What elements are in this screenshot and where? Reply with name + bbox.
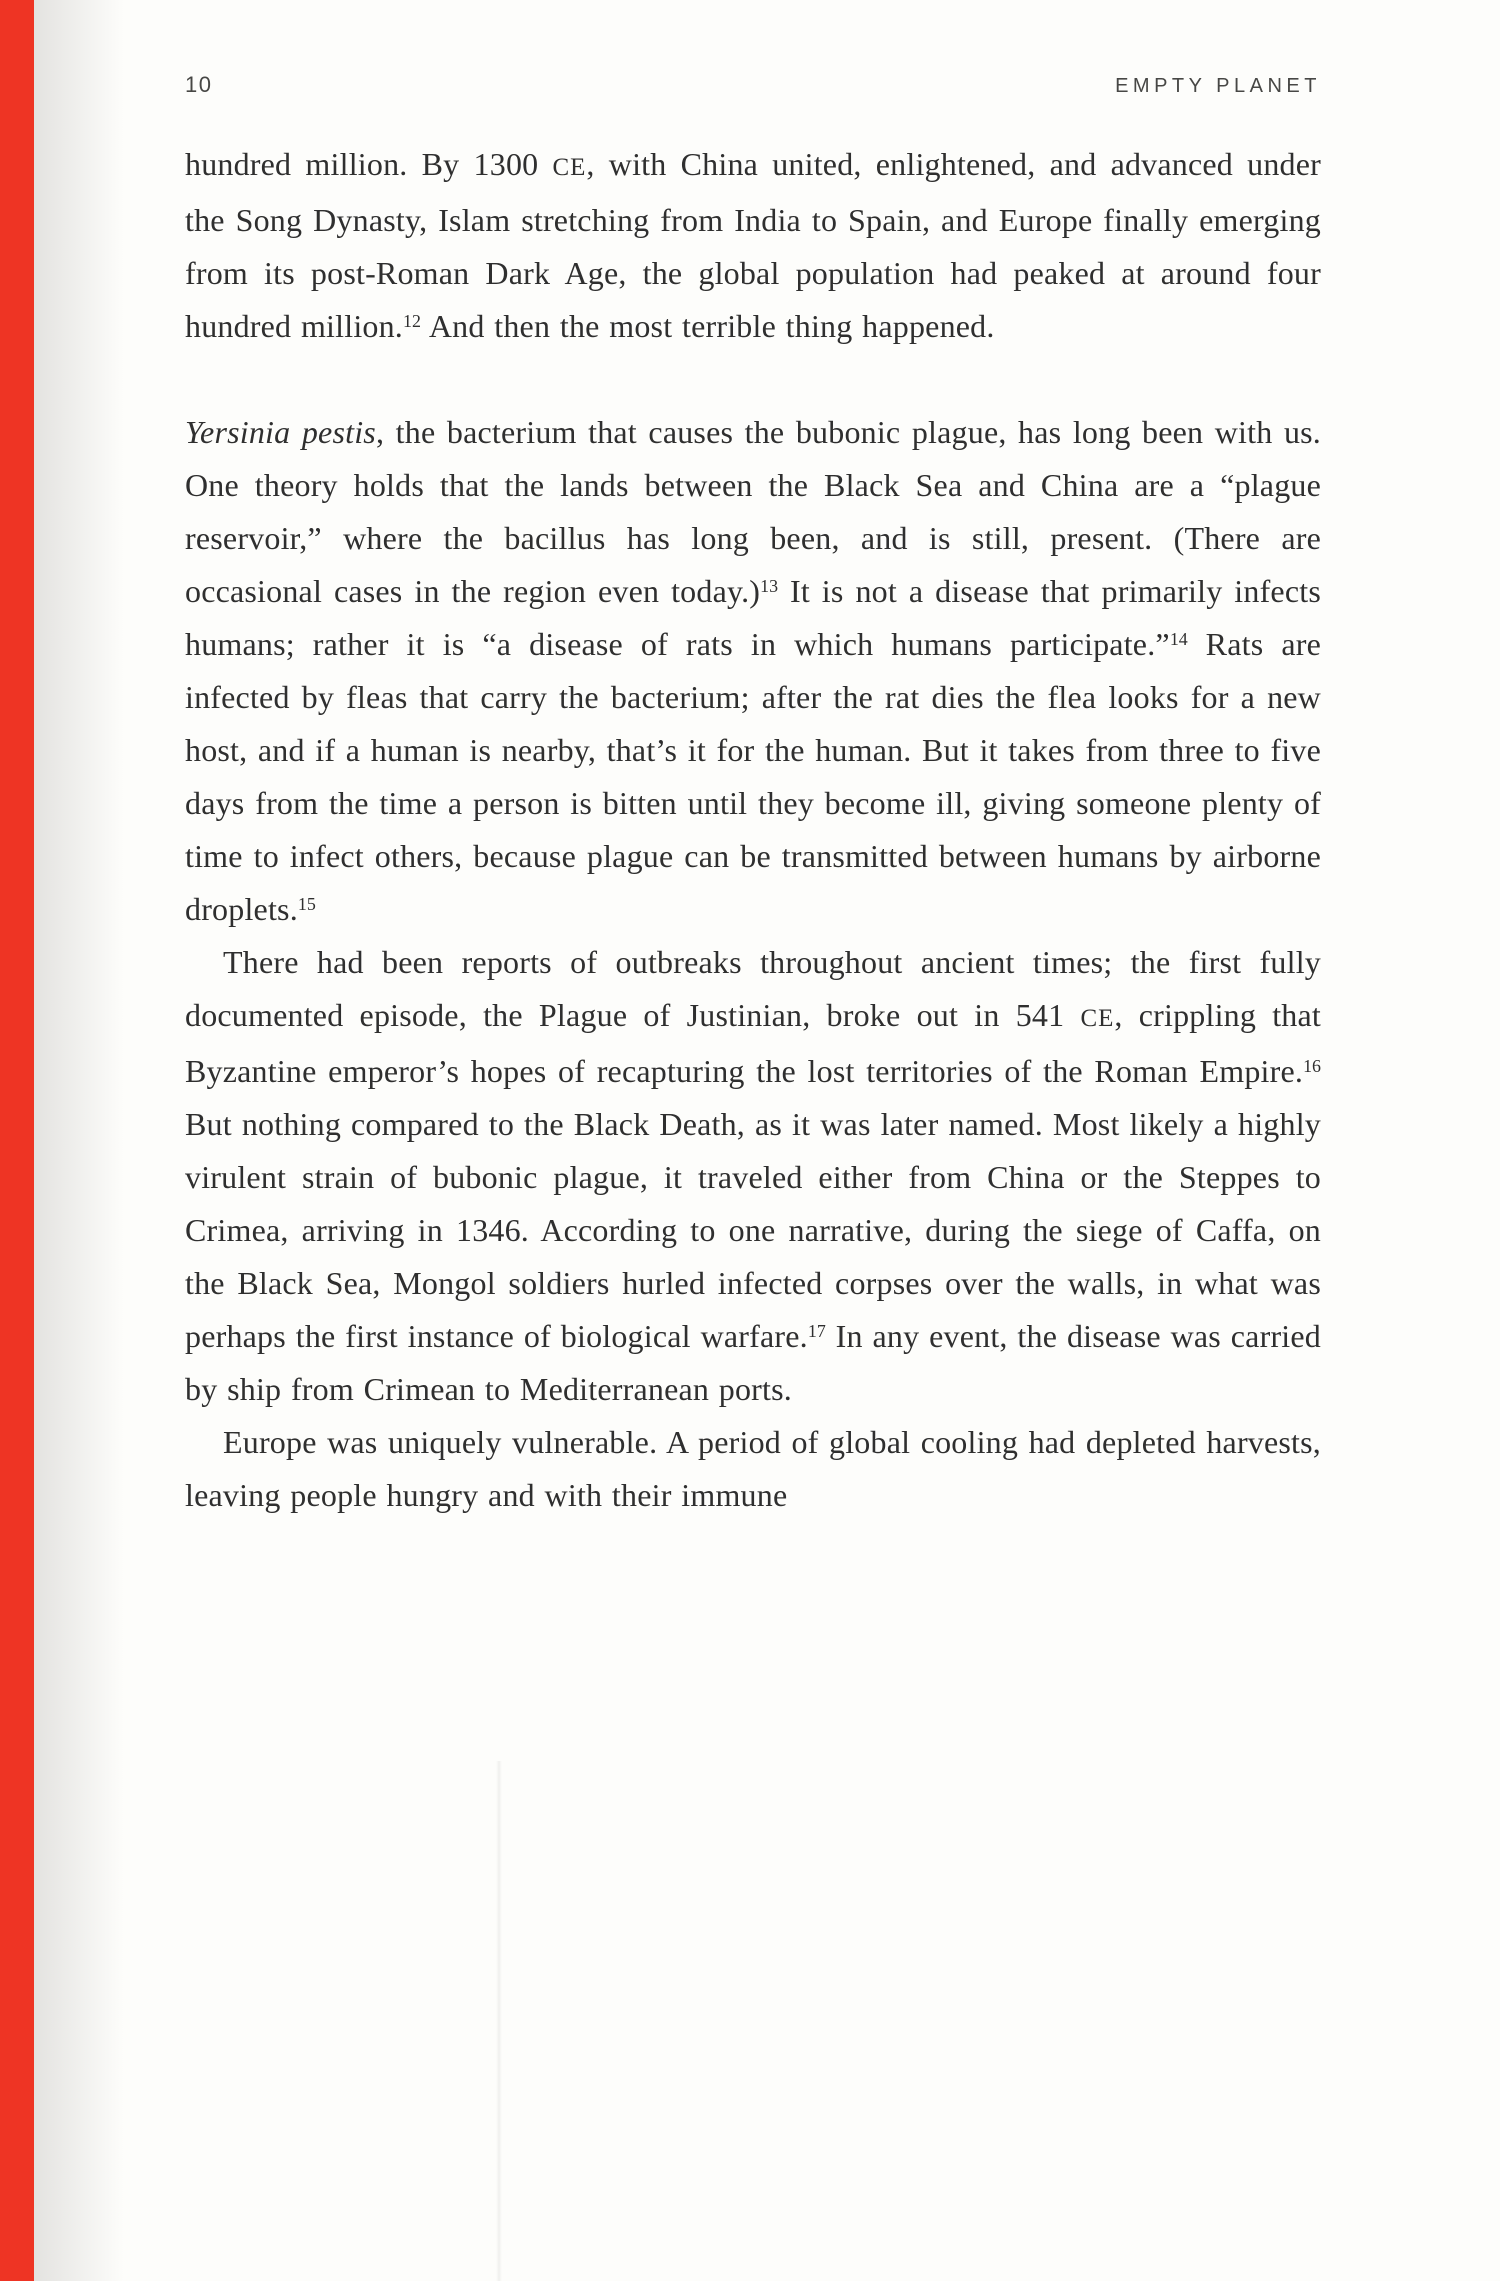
smallcaps-era-abbreviation: CE — [552, 154, 587, 181]
footnote-reference: 14 — [1169, 629, 1188, 650]
scan-gutter-shadow — [34, 0, 124, 2281]
body-text — [185, 138, 1321, 1522]
paragraph: hundred million. By 1300 CE, with China united, enlightened, and advanced under the Song Dynasty, Islam stretching from India to Spain, and Europe finally emerging from its post-Roman Dark Age, the global population had peaked at around four hundred million.$^{12}$ And then the most terrible thing happened. — [185, 146, 1322, 344]
page-header — [185, 72, 1321, 98]
scan-fold-artifact — [496, 1761, 502, 2281]
italic-term: Yersinia pestis — [185, 414, 376, 450]
footnote-reference: 13 — [760, 576, 779, 597]
page-number: 10 — [185, 72, 213, 97]
running-title: EMPTY PLANET — [1115, 75, 1321, 97]
footnote-reference: 12 — [403, 311, 421, 332]
paragraph: There had been reports of outbreaks throughout ancient times; the first fully documented episode, the Plague of Justinian, broke out in 541 CE, crippling that Byzantine emperor’s hopes of recapturing the lost territories of the Roman Empire.$^{16}$ But nothing compared to the Black Death, as it was later named. Most likely a highly virulent strain of bubonic plague, it traveled either from China or the Steppes to Crimea, arriving in 1346. According to one narrative, during the siege of Caffa, on the Black Sea, Mongol soldiers hurled infected corpses over the walls, in what was perhaps the first instance of biological warfare.$^{17}$ In any event, the disease was carried by ship from Crimean to Mediterranean ports. — [185, 944, 1322, 1407]
paragraph: Europe was uniquely vulnerable. A period of global cooling had depleted harvests, leaving people hungry and with their immune — [185, 1424, 1321, 1513]
smallcaps-era-abbreviation: CE — [1080, 1005, 1115, 1032]
footnote-reference: 16 — [1303, 1056, 1321, 1077]
footnote-reference: 15 — [297, 894, 316, 915]
paragraph: Yersinia pestis, the bacterium that causes the bubonic plague, has long been with us. One theory holds that the lands between the Black Sea and China are a “plague reservoir,” where the bacillus has long been, and is still, present. (There are occasional cases in the region even today.)$^{13}$ It is not a disease that primarily infects humans; rather it is “a disease of rats in which humans participate.”$^{14}$ Rats are infected by fleas that carry the bacterium; after the rat dies the flea looks for a new host, and if a human is nearby, that’s it for the human. But it takes from three to five days from the time a person is bitten until they become ill, giving someone plenty of time to infect others, because plague can be transmitted between humans by airborne droplets.$^{15}$ — [185, 414, 1322, 927]
footnote-reference: 17 — [807, 1321, 826, 1342]
page-content — [185, 72, 1321, 1522]
cover-edge-stripe — [0, 0, 34, 2281]
